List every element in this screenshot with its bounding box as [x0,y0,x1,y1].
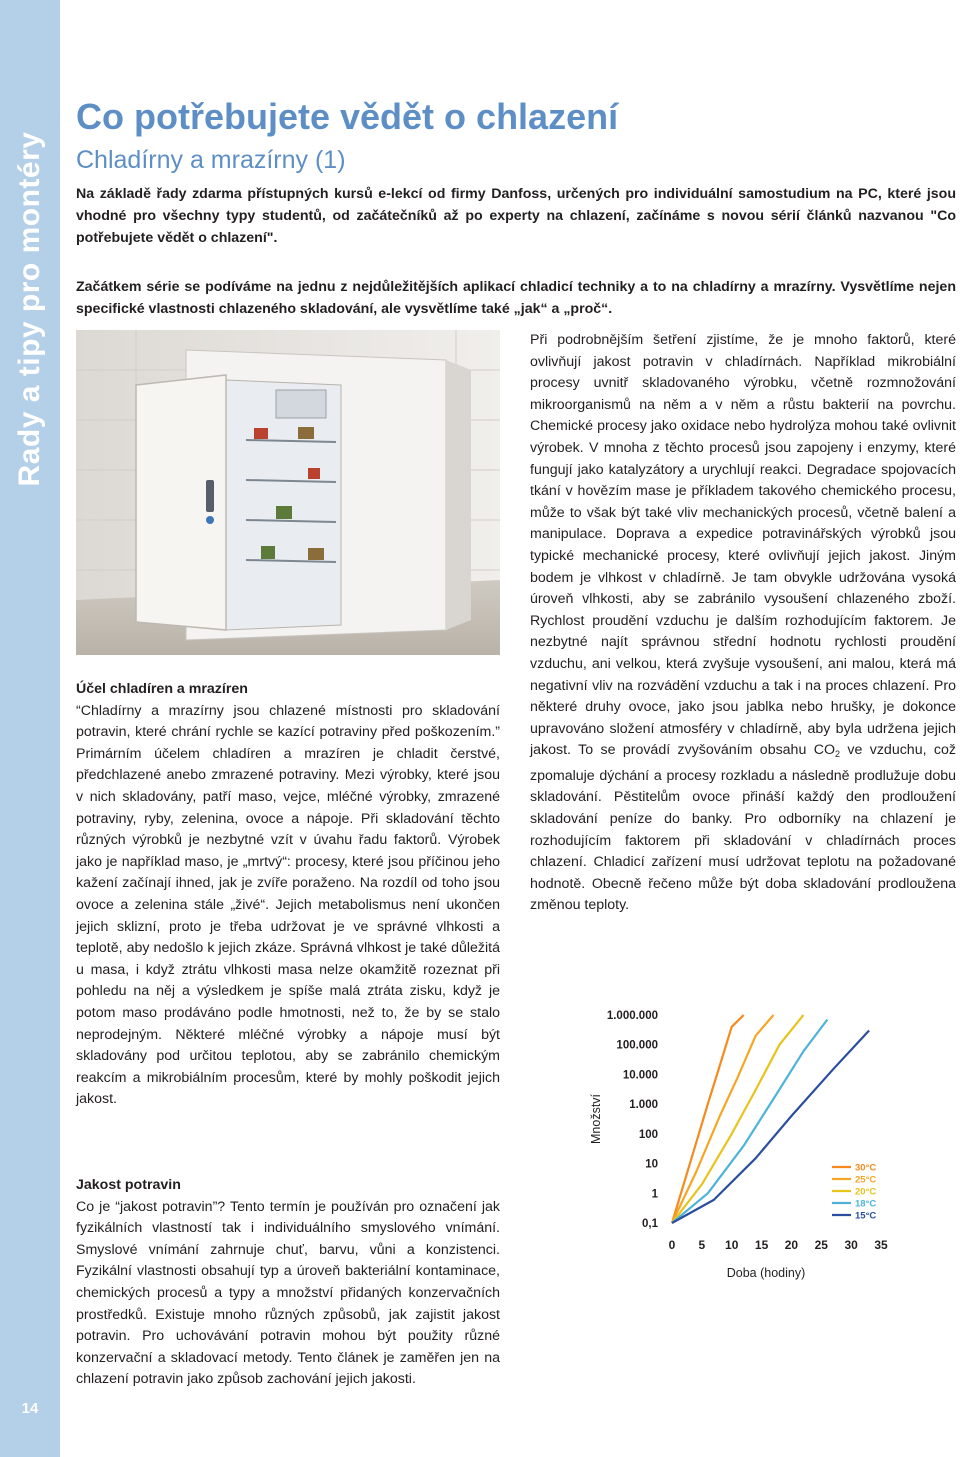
x-tick-label: 10 [725,1238,739,1252]
quality-heading: Jakost potravin [76,1177,181,1193]
legend-label: 18°C [855,1198,877,1210]
x-tick-label: 20 [784,1238,799,1252]
y-tick-label: 100.000 [616,1039,658,1052]
page-subtitle: Chladírny a mrazírny (1) [76,146,346,174]
legend-label: 25°C [855,1174,877,1186]
right-column-text [530,330,956,917]
quality-text: Co je “jakost potravin”? Tento termín je používán pro označení jak fyzikálních vlastností tak i individuálního smyslového vnímání. Smyslové vnímání zahrnuje chuť, barvu, vůni a konzistenci. Fyzikální vlastnosti obsahují typ a úroveň bakteriální kontaminace, chemických procesů a typy a množství přidaných konzervačních prostředků. Existuje mnoho různých způsobů, jak zajistit jakost potravin. Pro uchovávání potravin mohou být použity různé konzervační a skladovací metody. Tento článek je zaměřen jen na chlazení potravin jako způsob zachování jejich jakosti. [76,1198,500,1388]
y-tick-label: 10 [645,1158,658,1171]
page-number: 14 [21,1400,39,1417]
x-tick-label: 0 [668,1238,676,1252]
x-tick-label: 35 [874,1238,888,1252]
legend-label: 20°C [855,1186,877,1198]
legend-label: 30°C [855,1162,877,1174]
series-line [672,1015,803,1223]
intro-paragraph-2: Začátkem série se podíváme na jednu z nejdůležitějších aplikací chladicí techniky a to na chladírny a mrazírny. Vysvětlíme nejen specifické vlastnosti chlazeného skladování, ale vysvětlíme také „jak“ a „proč“. [76,279,956,317]
quality-section [76,1175,500,1391]
y-tick-label: 1.000.000 [606,1010,658,1022]
intro-paragraph: Na základě řady zdarma přístupných kursů e-lekcí od firmy Danfoss, určených pro individuální samostudium na PC, které jsou vhodné pro všechny typy studentů, od začátečníků až po experty na chlazení, začínáme s novou sérií článků nazvanou "Co potřebujete vědět o chlazení". [76,186,956,246]
y-tick-label: 0,1 [642,1218,658,1230]
y-tick-label: 10.000 [622,1069,658,1082]
cold-room-photo [76,330,500,655]
purpose-text: “Chladírny a mrazírny jsou chlazené místnosti pro skladování potravin, které chrání rychle se kazící potraviny před poškozením.” Primárním účelem chladíren a mrazíren je chladit čerstvé, předchlazené anebo zmrazené potraviny. Mezi výrobky, které jsou v nich skladovány, patří maso, vejce, mléčné výrobky, zmrazené potraviny, ryby, zelenina, ovoce a nápoje. Při skladování těchto různých výrobků je nezbytné vzít v úvahu řadu faktorů. Výrobek jako je například maso, je „mrtvý“: procesy, které jsou příčinou jeho kažení začínají ihned, jak je zvíře poraženo. Na rozdíl od toho jsou ovoce a zelenina stále „živé“. Jejich metabolismus není ukončen jejich sklizní, proto je třeba udržovat je ve správné vlhkosti a teplotě, aby nedošlo k jejich zkáze. Správná vlhkost je také důležitá u masa, i když ztrátu vlhkosti masa nelze okamžitě rozeznat při pohledu na něj a výsledkem je spíše malá ztráta zisku, když je potom maso prodáváno podle hmotnosti, než to, že by se stalo neprodejným. Některé mléčné výrobky a nápoje musí být skladovány pod určitou teplotou, aby se zabránilo chemickým reakcím a mikrobiálním procesům, které by mohly poškodit jejich jakost. [76,702,500,1108]
y-tick-label: 1 [651,1188,658,1201]
co2-subscript: 2 [835,749,841,760]
y-tick-label: 100 [638,1128,658,1141]
page-title: Co potřebujete vědět o chlazení [76,96,619,137]
purpose-section [76,679,500,1111]
x-tick-label: 5 [698,1238,706,1252]
growth-chart [576,995,956,1295]
right-text-a: Při podrobnějším šetření zjistíme, že je mnoho faktorů, které ovlivňují jakost potravin v chladírnách. Například mikrobiální procesy uvnitř skladovaného výrobku, včetně rozmnožování mikroorganismů na něm a v něm a růstu bakterií na povrchu. Chemické procesy jako oxidace nebo hydrolýza mohou také ovlivnit výrobek. V mnoha z těchto procesů jsou zapojeny i enzymy, které fungují jako katalyzátory a urychlují reakci. Degradace spojovacích tkání v hovězím mase je příkladem takového chemického procesu, může to však být také vliv mechanických procesů, včetně balení a manipulace. Doprava a expedice potravinářských výrobků jsou typické mechanické procesy, které ovlivňují jejich jakost. Jiným bodem je vlhkost v chladírně. Je tam obvykle udržována vysoká úroveň vlhkosti, aby se zabránilo vysoušení chlazeného zboží. Rychlost proudění vzduchu je dalším rozhodujícím faktorem. Je nezbytné najít správnou střední hodnotu rychlosti proudění vzduchu, ani velkou, která zvyšuje vysoušení, ani malou, která má negativní vliv na rozvádění vzduchu a tak i na proces chlazení. Pro některé druhy ovoce, jako jsou jablka nebo hrušky, je dokonce upravováno složení atmosféry v chladírně, aby byla udržena jejich jakost. To se provádí zvyšováním obsahu CO [530,332,956,759]
purpose-heading: Účel chladíren a mrazíren [76,681,248,697]
y-tick-label: 1.000 [629,1099,658,1112]
sidebar [0,0,60,1457]
right-text-b: ve vzduchu, což zpomaluje dýchání a procesy rozkladu a následně prodlužuje dobu skladování. Pěstitelům ovoce přináší každý den prodloužení skladování peníze do banky. Pro odborníky na chlazení je rozhodujícím faktorem při skladování v chladírnách proces chlazení. Chladicí zařízení musí udržovat teplotu na požadované hodnotě. Obecně řečeno může být doba skladování prodloužena změnou teploty. [530,742,956,914]
x-tick-label: 15 [754,1238,769,1252]
y-axis-label: Množství [589,1093,603,1145]
legend-label: 15°C [855,1210,877,1222]
right-paragraph [530,330,956,917]
x-tick-label: 25 [814,1238,828,1252]
x-tick-label: 30 [844,1238,858,1252]
cold-room-illustration [76,330,500,655]
x-axis-label: Doba (hodiny) [726,1266,806,1280]
section-title-vertical: Rady a tipy pro montéry [13,131,46,487]
